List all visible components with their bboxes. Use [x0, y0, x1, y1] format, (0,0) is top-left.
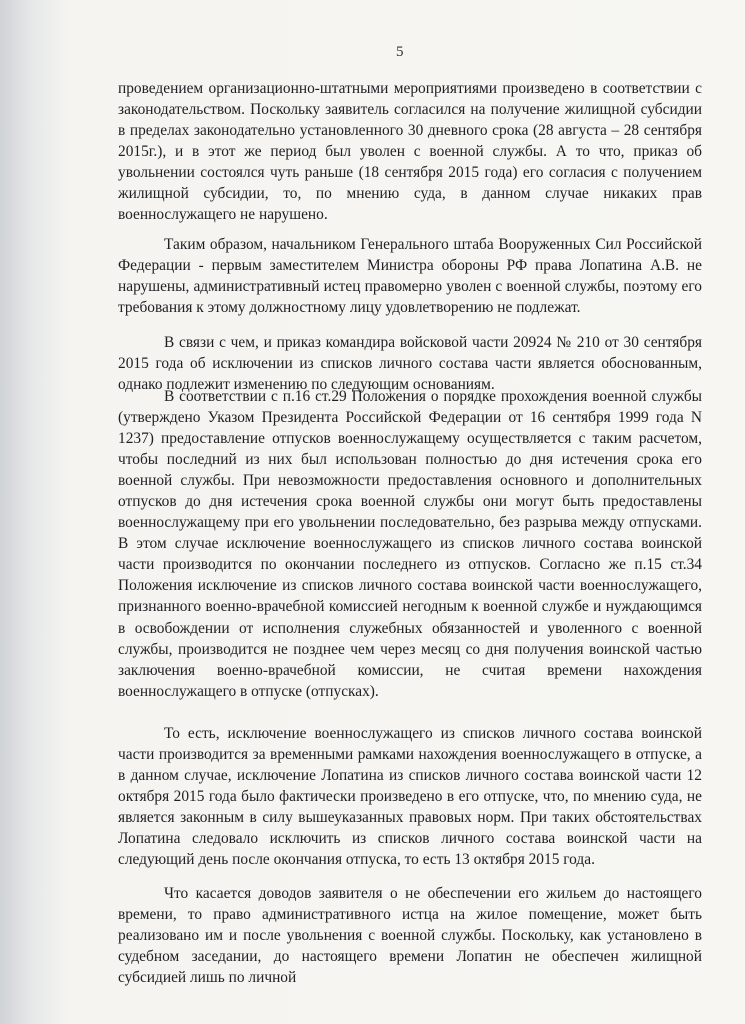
page-number: 5: [396, 44, 404, 60]
paragraph-4: В соответствии с п.16 ст.29 Положения о порядке прохождения военной службы (утверждено Указом Президента Российской Федерации от 16 сентября 1999 года N 1237) предоставление отпусков военнослужащему осуществляется с таким расчетом, чтобы последний из них был использован полностью до дня истечения срока его военной службы. При невозможности предоставления основного и дополнительных отпусков до дня истечения срока военной службы они могут быть предоставлены военнослужащему при его увольнении последовательно, без разрыва между отпусками. В этом случае исключение военнослужащего из списков личного состава воинской части производится по окончании последнего из отпусков. Согласно же п.15 ст.34 Положения исключение из списков личного состава воинской части военнослужащего, признанного военно-врачебной комиссией негодным к военной службе и нуждающимся в освобождении от исполнения служебных обязанностей и уволенного с военной службы, производится не позднее чем через месяц со дня получения воинской частью заключения военно-врачебной комиссии, не считая времени нахождения военнослужащего в отпуске (отпусках).: [118, 388, 702, 700]
paragraph-5: То есть, исключение военнослужащего из списков личного состава воинской части производится за временными рамками нахождения военнослужащего в отпуске, а в данном случае, исключение Лопатина из списков личного состава воинской части 12 октября 2015 года было фактически произведено в его отпуске, что, по мнению суда, не является законным в силу вышеуказанных правовых норм. При таких обстоятельствах Лопатина следовало исключить из списков личного состава воинской части на следующий день после окончания отпуска, то есть 13 октября 2015 года.: [118, 725, 702, 869]
paragraph-6: Что касается доводов заявителя о не обеспечении его жильем до настоящего времени, то право административного истца на жилое помещение, может быть реализовано им и после увольнения с военной службы. Поскольку, как установлено в судебном заседании, до настоящего времени Лопатин не обеспечен жилищной субсидией лишь по личной: [118, 885, 702, 987]
paragraph-3: В связи с чем, и приказ командира войсковой части 20924 № 210 от 30 сентября 2015 года об исключении из списков личного состава части является обоснованным, однако подлежит изменению по следующим основаниям.: [118, 334, 702, 394]
paragraph-1: проведением организационно-штатными мероприятиями произведено в соответствии с законодательством. Поскольку заявитель согласился на получение жилищной субсидии в пределах законодательно установленного 30 дневного срока (28 августа – 28 сентября 2015г.), и в этот же период был уволен с военной службы. А то что, приказ об увольнении состоялся чуть раньше (18 сентября 2015 года) его согласия с получением жилищной субсидии, то, по мнению суда, в данном случае никаких прав военнослужащего не нарушено.: [118, 80, 702, 224]
paragraph-2: Таким образом, начальником Генерального штаба Вооруженных Сил Российской Федерации - первым заместителем Министра обороны РФ права Лопатина А.В. не нарушены, административный истец правомерно уволен с военной службы, поэтому его требования к этому должностному лицу удовлетворению не подлежат.: [118, 236, 702, 317]
